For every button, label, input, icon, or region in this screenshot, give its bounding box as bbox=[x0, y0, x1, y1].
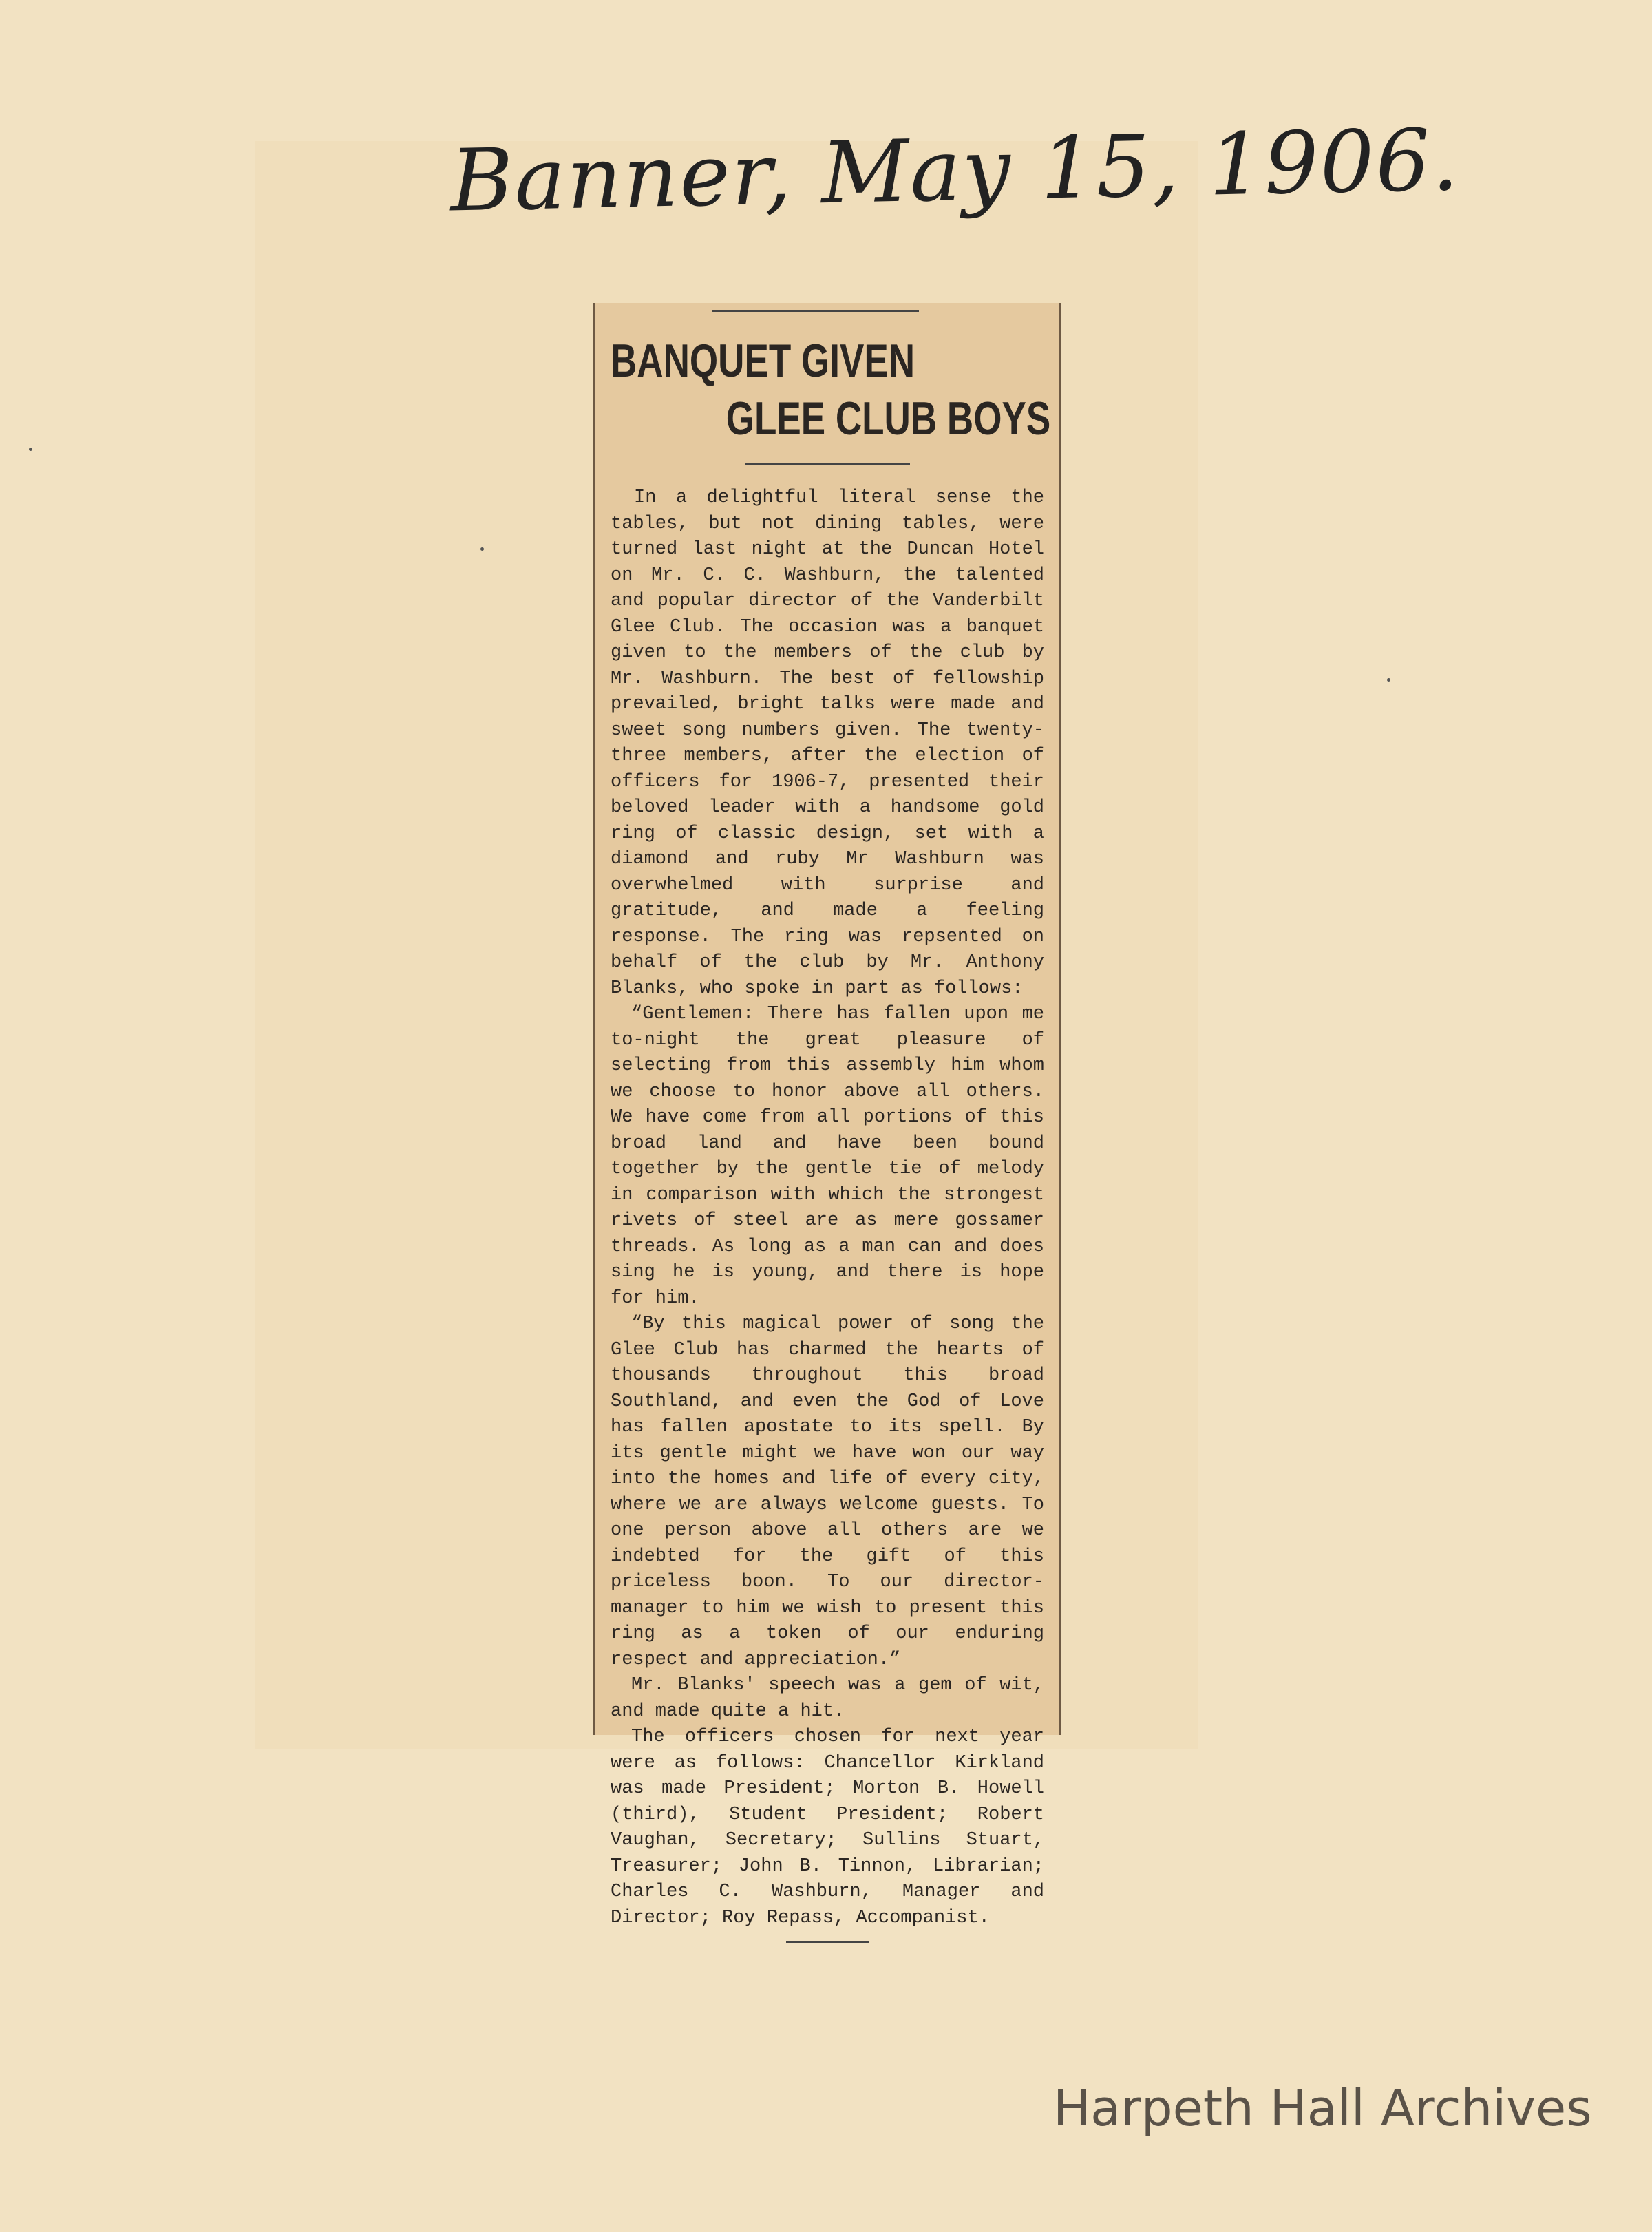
bottom-rule bbox=[786, 1941, 869, 1943]
article-body bbox=[611, 485, 1044, 1931]
paper-speck bbox=[1387, 678, 1390, 682]
article-headline bbox=[611, 332, 1051, 448]
newspaper-clipping bbox=[593, 303, 1061, 1928]
headline-line-1: BANQUET GIVEN bbox=[611, 335, 915, 387]
top-rule bbox=[712, 310, 919, 312]
article-paragraph: “Gentlemen: There has fallen upon me to-night the great pleasure of selecting from this assembly him whom we choose to honor above all others. We have come from all portions of this broad land and have been bound together by the gentle tie of melody in comparison with which the strongest rivets of steel are as mere gossamer threads. As long as a man can and does sing he is young, and there is hope for him. bbox=[611, 1004, 1044, 1309]
headline-rule bbox=[745, 463, 910, 465]
article-paragraph: “By this magical power of song the Glee Club has charmed the hearts of thousands throughout this broad Southland, and even the God of Love has fallen apostate to its spell. By its gentle might we have won our way into the homes and life of every city, where we are always welcome guests. To one person above all others are we indebted for the gift of this priceless boon. To our director-manager to him we wish to present this ring as a token of our enduring respect and appreciation.” bbox=[611, 1314, 1044, 1670]
handwritten-date-note: Banner, May 15, 1906. bbox=[449, 110, 1461, 231]
archive-watermark: Harpeth Hall Archives bbox=[1053, 2079, 1592, 2137]
paper-speck bbox=[480, 547, 484, 551]
article-paragraph: Mr. Blanks' speech was a gem of wit, and made quite a hit. bbox=[611, 1675, 1044, 1722]
article-paragraph: The officers chosen for next year were as follows: Chancellor Kirkland was made President; Morton B. Howell (third), Student President; Robert Vaughan, Secretary; Sullins Stuart, Treasurer; John B. Tinnon, Librarian; Charles C. Washburn, Manager and Director; Roy Repass, Accompanist. bbox=[611, 1727, 1044, 1928]
article-paragraph: In a delightful literal sense the tables, but not dining tables, were turned last night at the Duncan Hotel on Mr. C. C. Washburn, the talented and popular director of the Vanderbilt Glee Club. The occasion was a banquet given to the members of the club by Mr. Washburn. The best of fellowship prevailed, bright talks were made and sweet song numbers given. The twenty-three members, after the election of officers for 1906-7, presented their beloved leader with a handsome gold ring of classic design, set with a diamond and ruby Mr Washburn was overwhelmed with surprise and gratitude, and made a feeling response. The ring was repsented on behalf of the club by Mr. Anthony Blanks, who spoke in part as follows: bbox=[611, 487, 1044, 999]
paper-speck bbox=[29, 448, 32, 451]
headline-line-2: GLEE CLUB BOYS bbox=[726, 392, 1051, 445]
